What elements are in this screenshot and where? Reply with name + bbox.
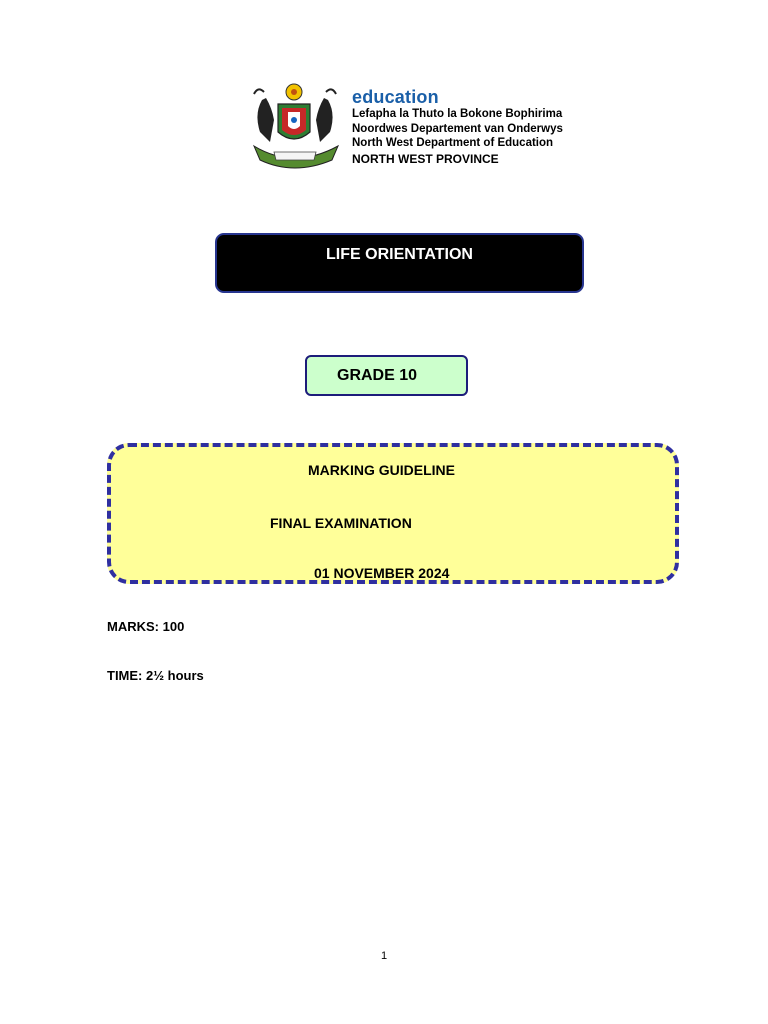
subject-title: LIFE ORIENTATION	[326, 246, 473, 263]
subject-banner	[215, 233, 584, 293]
department-logo	[244, 80, 608, 174]
marking-guideline-box	[107, 443, 679, 584]
coat-of-arms-icon	[244, 80, 348, 174]
logo-line-setswana: Lefapha la Thuto la Bokone Bophirima	[352, 108, 563, 120]
marks-label: MARKS: 100	[107, 619, 185, 634]
guideline-title: MARKING GUIDELINE	[308, 462, 455, 478]
exam-type: FINAL EXAMINATION	[270, 515, 412, 531]
grade-label: GRADE 10	[337, 367, 418, 384]
logo-line-afrikaans: Noordwes Departement van Onderwys	[352, 122, 563, 135]
page-number: 1	[380, 950, 388, 962]
time-label: TIME: 2½ hours	[107, 668, 204, 683]
logo-brand: education	[352, 87, 439, 107]
logo-line-english: North West Department of Education	[352, 137, 554, 149]
grade-banner	[305, 355, 468, 396]
exam-date: 01 NOVEMBER 2024	[314, 565, 450, 581]
logo-province: NORTH WEST PROVINCE	[352, 151, 499, 166]
logo-text-block	[352, 88, 563, 165]
